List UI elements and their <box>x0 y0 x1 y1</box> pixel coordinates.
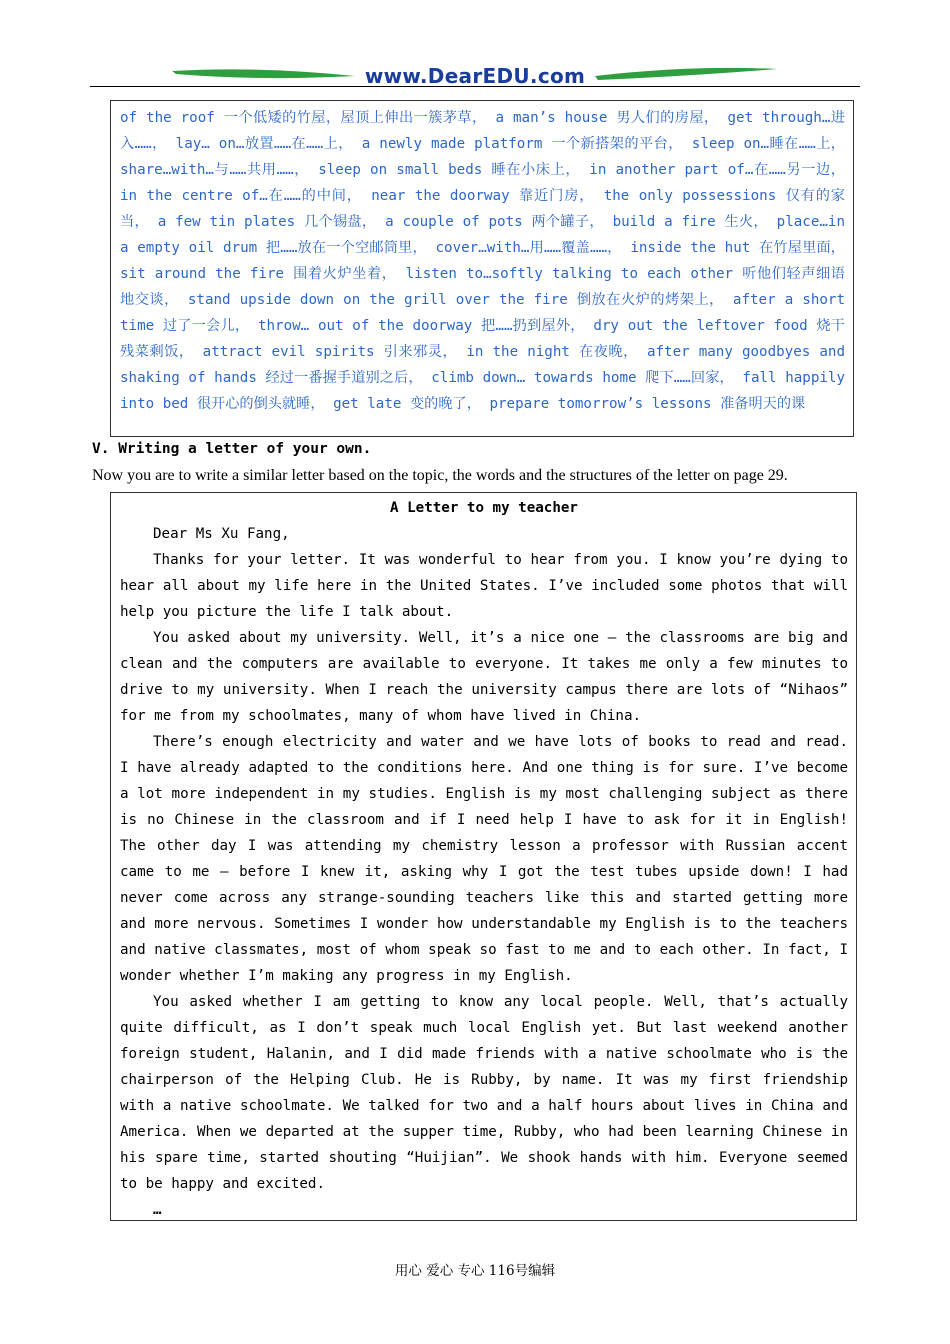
letter-paragraph: You asked about my university. Well, it’s a nice one – the classrooms are big and clean and the computers are available to everyone. It takes me only a few minutes to drive to my university. When I reach the university campus there are lots of “Nihaos” for me from my schoolmates, many of whom have lived in China. <box>120 630 848 724</box>
letter-ellipsis: … <box>153 1202 162 1218</box>
page-footer: 用心 爱心 专心 116号编辑 <box>394 1263 556 1279</box>
letter-paragraph: There’s enough electricity and water and we have lots of books to read and read. I have already adapted to the conditions here. And one thing is for sure. I’ve become a lot more independent in my studies. English is my most challenging subject as there is no Chinese in the classroom and if I need help I have to ask for it in English! The other day I was attending my chemistry lesson a professor with Russian accent came to me – before I knew it, asking why I got the test tubes upside down! I had never come across any strange-sounding teachers like this and started getting more and more nervous. Sometimes I wonder how understandable my English is to the teachers and native classmates, most of whom speak so fast to me and to each other. In fact, I wonder whether I’m making any progress in my English. <box>120 734 848 984</box>
letter-box <box>110 492 857 1221</box>
section-heading: V. Writing a letter of your own. <box>92 441 372 457</box>
site-logo <box>170 62 780 88</box>
vocabulary-text: of the roof 一个低矮的竹屋，屋顶上伸出一簇茅草， a man’s house 男人们的房屋， get through…进入……， lay… on…放置……在……上， a newly made platform 一个新搭架的平台， sleep on…睡在……上， share…with…与……共用……， sleep on small beds 睡在小床上， in another part of…在……另一边， in the centre of…在……的中间， near the doorway 靠近门房， the only possessions 仅有的家当， a few tin plates 几个锡盘， a couple of pots 两个罐子， build a fire 生火， place…in a empty oil drum 把……放在一个空邮筒里， cover…with…用……覆盖……， inside the hut 在竹屋里面， sit around the fire 围着火炉坐着， listen to…softly talking to each other 听他们轻声细语地交谈， stand upside down on the grill over the fire 倒放在火炉的烤架上， after a short time 过了一会儿， throw… out of the doorway 把……扔到屋外， dry out the leftover food 烧干残菜剩饭， attract evil spirits 引来邪灵， in the night 在夜晚， after many goodbyes and shaking of hands 经过一番握手道别之后， climb down… towards home 爬下……回家， fall happily into bed 很开心的倒头就睡， get late 变的晚了， prepare tomorrow’s lessons 准备明天的课 <box>120 110 845 412</box>
section-instruction: Now you are to write a similar letter based on the topic, the words and the structures of the letter on page 29. <box>92 467 788 484</box>
letter-paragraph: Thanks for your letter. It was wonderful to hear from you. I know you’re dying to hear all about my life here in the United States. I’ve included some photos that will help you picture the life I talk about. <box>120 552 848 620</box>
letter-paragraph: You asked whether I am getting to know any local people. Well, that’s actually quite difficult, as I don’t speak much local English yet. But last weekend another foreign student, Halanin, and I did made friends with a native schoolmate who is the chairperson of the Helping Club. He is Rubby, by name. It was my first friendship with a native schoolmate. We talked for two and a half hours about lives in China and America. When we departed at the supper time, Rubby, who had been learning Chinese in his spare time, started shouting “Huijian”. We shook hands with him. Everyone seemed to be happy and excited. <box>120 994 848 1192</box>
letter-title: A Letter to my teacher <box>390 500 578 516</box>
vocabulary-box <box>110 100 854 437</box>
header-rule <box>90 86 860 87</box>
letter-salutation: Dear Ms Xu Fang, <box>153 526 290 542</box>
logo-text: www.DearEDU.com <box>364 64 586 88</box>
